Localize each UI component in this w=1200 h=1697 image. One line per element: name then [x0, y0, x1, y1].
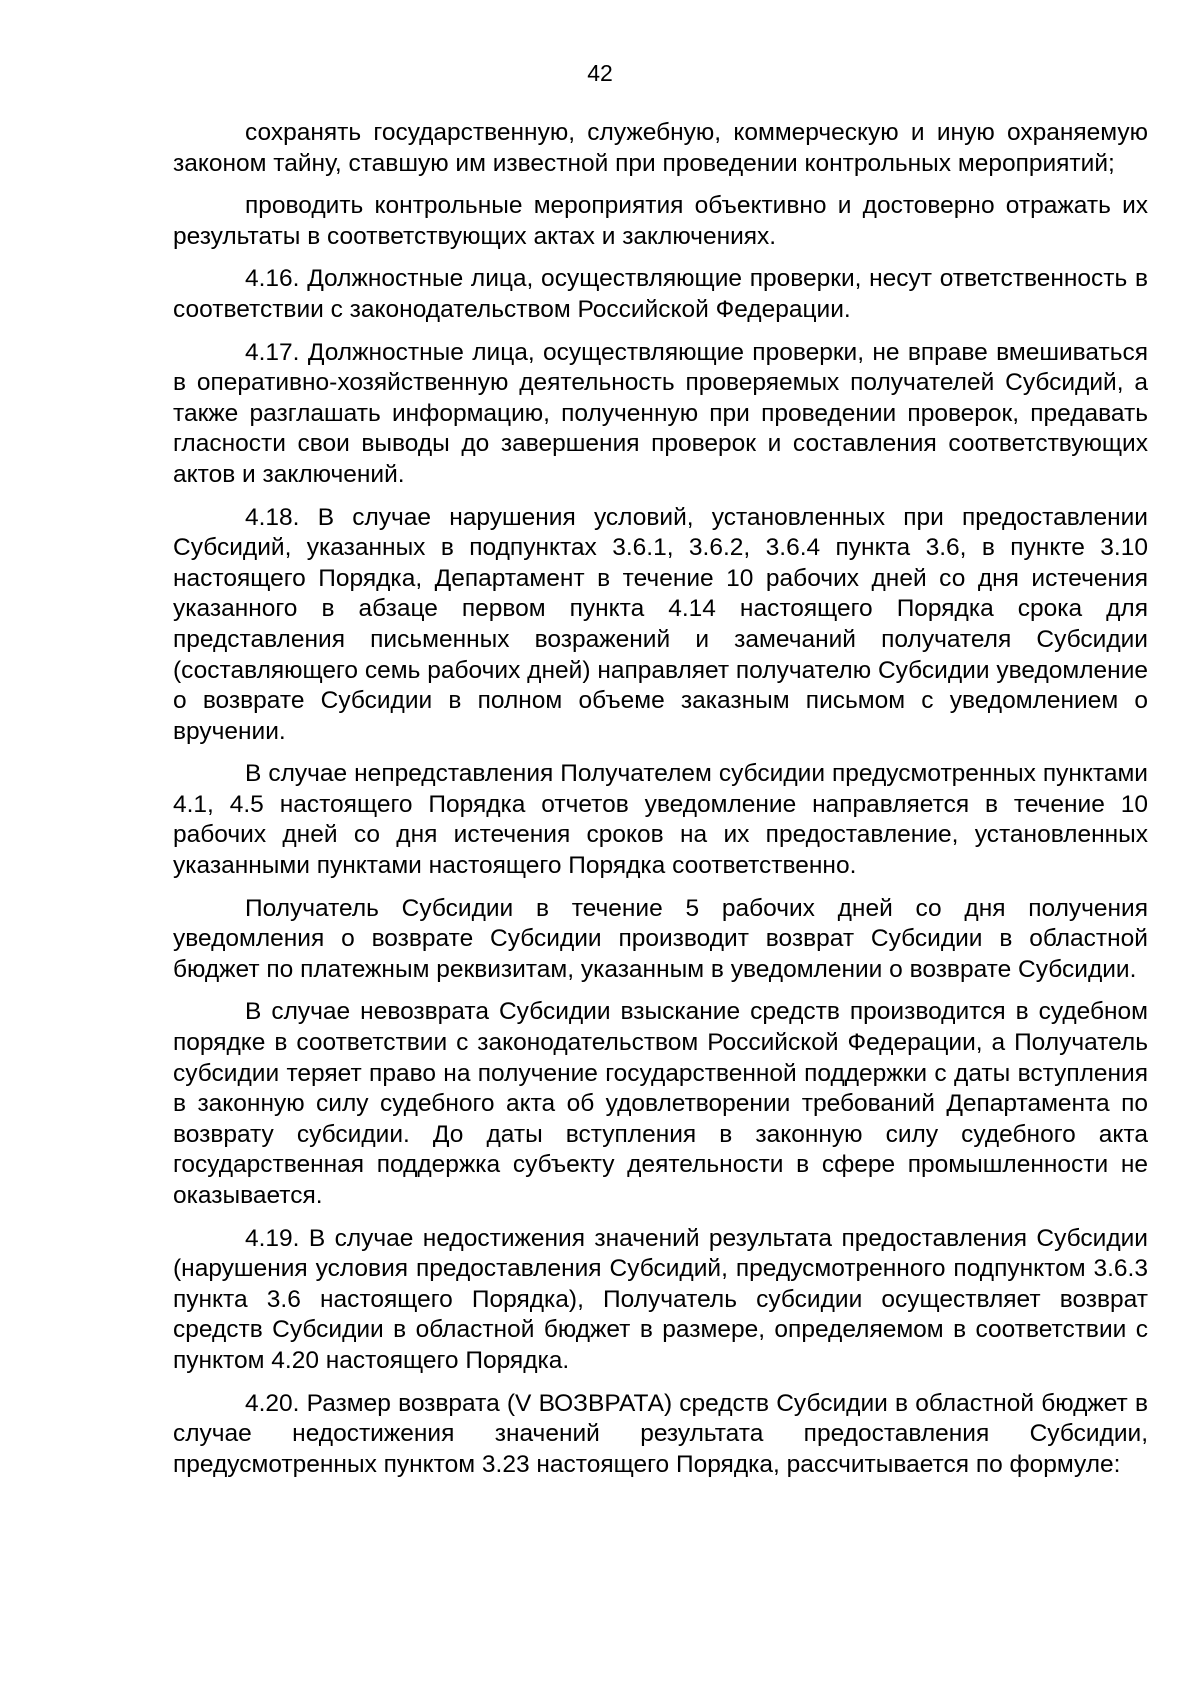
paragraph-4-19: 4.19. В случае недостижения значений результата предоставления Субсидии (нарушения условия предоставления Субсидий, предусмотренного подпунктом 3.6.3 пункта 3.6 настоящего Порядка), Получатель субсидии осуществляет возврат средств Субсидии в областной бюджет в размере, определяемом в соответствии с пунктом 4.20 настоящего Порядка. [173, 1224, 1148, 1374]
paragraph-report-nonsubmission: В случае непредставления Получателем субсидии предусмотренных пунктами 4.1, 4.5 настоящего Порядка отчетов уведомление направляется в течение 10 рабочих дней со дня истечения сроков на их предоставление, установленных указанными пунктами настоящего Порядка соответственно. [173, 760, 1148, 880]
paragraph-subsidy-return: Получатель Субсидии в течение 5 рабочих дней со дня получения уведомления о возврате Субсидии производит возврат Субсидии в областной бюджет по платежным реквизитам, указанным в уведомлении о возврате Субсидии. [173, 894, 1148, 983]
page-number: 42 [587, 60, 613, 86]
paragraph-confidentiality: сохранять государственную, служебную, коммерческую и иную охраняемую законом тайну, ставшую им известной при проведении контрольных мероприятий; [173, 119, 1148, 177]
paragraph-4-16: 4.16. Должностные лица, осуществляющие проверки, несут ответственность в соответствии с законодательством Российской Федерации. [173, 265, 1148, 323]
paragraph-objective-control: проводить контрольные мероприятия объективно и достоверно отражать их результаты в соответствующих актах и заключениях. [173, 192, 1148, 250]
paragraph-4-17: 4.17. Должностные лица, осуществляющие проверки, не вправе вмешиваться в оперативно-хозяйственную деятельность проверяемых получателей Субсидий, а также разглашать информацию, полученную при проведении проверок, предавать гласности свои выводы до завершения проверок и составления соответствующих актов и заключений. [173, 338, 1148, 488]
paragraph-court-recovery: В случае невозврата Субсидии взыскание средств производится в судебном порядке в соответствии с законодательством Российской Федерации, а Получатель субсидии теряет право на получение государственной поддержки с даты вступления в законную силу судебного акта об удовлетворении требований Департамента по возврату субсидии. До даты вступления в законную силу судебного акта государственная поддержка субъекту деятельности в сфере промышленности не оказывается. [173, 998, 1148, 1209]
document-body [173, 118, 1148, 1492]
paragraph-4-20: 4.20. Размер возврата (V ВОЗВРАТА) средств Субсидии в областной бюджет в случае недостижения значений результата предоставления Субсидии, предусмотренных пунктом 3.23 настоящего Порядка, рассчитывается по формуле: [173, 1389, 1148, 1478]
paragraph-4-18: 4.18. В случае нарушения условий, установленных при предоставлении Субсидий, указанных в подпунктах 3.6.1, 3.6.2, 3.6.4 пункта 3.6, в пункте 3.10 настоящего Порядка, Департамент в течение 10 рабочих дней со дня истечения указанного в абзаце первом пункта 4.14 настоящего Порядка срока для представления письменных возражений и замечаний получателя Субсидии (составляющего семь рабочих дней) направляет получателю Субсидии уведомление о возврате Субсидии в полном объеме заказным письмом с уведомлением о вручении. [173, 503, 1148, 745]
